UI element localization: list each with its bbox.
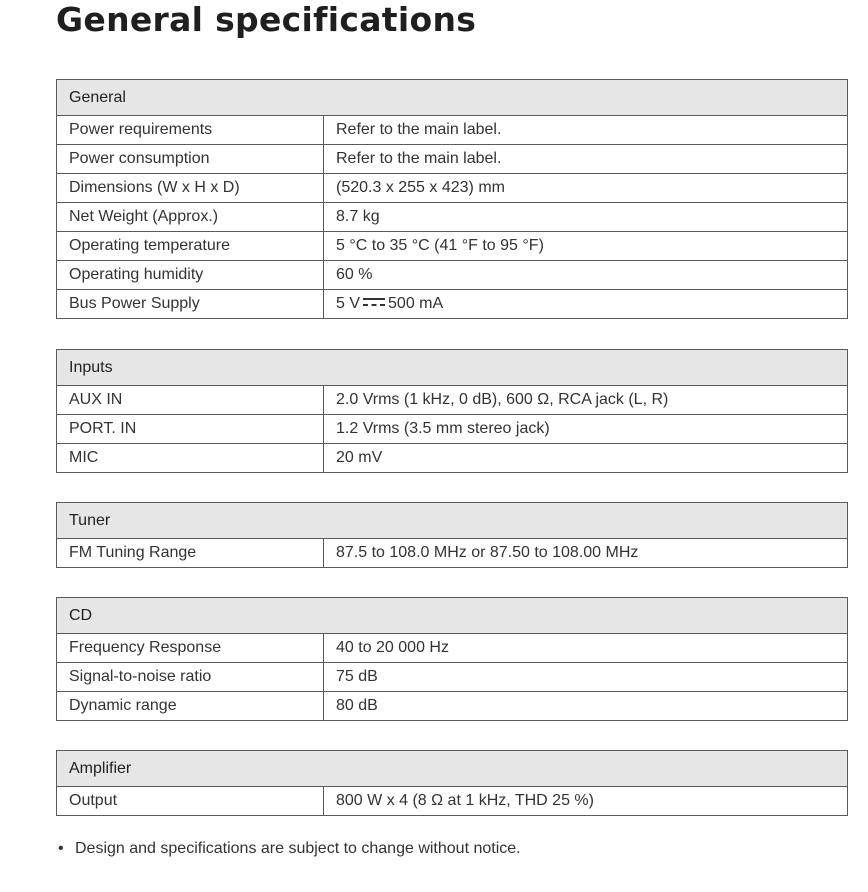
spec-label: Operating humidity: [57, 261, 324, 290]
spec-value: [324, 290, 848, 319]
spec-value: 2.0 Vrms (1 kHz, 0 dB), 600 Ω, RCA jack (L, R): [324, 386, 848, 415]
table-header-row: [57, 503, 848, 539]
spec-label: Frequency Response: [57, 634, 324, 663]
spec-label: FM Tuning Range: [57, 539, 324, 568]
amplifier-spec-table: [56, 750, 848, 816]
spec-label: Output: [57, 787, 324, 816]
section-header-amplifier: Amplifier: [57, 751, 848, 787]
spec-value: 5 °C to 35 °C (41 °F to 95 °F): [324, 232, 848, 261]
spec-value: 1.2 Vrms (3.5 mm stereo jack): [324, 415, 848, 444]
spec-value: 80 dB: [324, 692, 848, 721]
section-header-tuner: Tuner: [57, 503, 848, 539]
spec-value: 60 %: [324, 261, 848, 290]
table-row: [57, 444, 848, 473]
table-row: [57, 145, 848, 174]
table-row: [57, 663, 848, 692]
spec-value: 87.5 to 108.0 MHz or 87.50 to 108.00 MHz: [324, 539, 848, 568]
spec-label: Power consumption: [57, 145, 324, 174]
spec-value: Refer to the main label.: [324, 145, 848, 174]
spec-label: AUX IN: [57, 386, 324, 415]
table-row: [57, 386, 848, 415]
spec-label: PORT. IN: [57, 415, 324, 444]
bullet-point: •: [58, 840, 64, 857]
table-header-row: [57, 751, 848, 787]
spec-label: MIC: [57, 444, 324, 473]
table-row: [57, 692, 848, 721]
table-row: [57, 634, 848, 663]
dc-current-symbol-icon: [363, 298, 385, 307]
disclaimer-text: Design and specifications are subject to change without notice.: [75, 840, 521, 857]
table-row: [57, 290, 848, 319]
value-prefix: 5 V: [336, 295, 361, 312]
spec-value: 8.7 kg: [324, 203, 848, 232]
table-row: [57, 174, 848, 203]
spec-value: 20 mV: [324, 444, 848, 473]
table-row: [57, 203, 848, 232]
table-header-row: [57, 598, 848, 634]
spec-label: Power requirements: [57, 116, 324, 145]
value-suffix: 500 mA: [388, 295, 444, 312]
table-row: [57, 232, 848, 261]
section-header-cd: CD: [57, 598, 848, 634]
table-row: [57, 116, 848, 145]
section-header-general: General: [57, 80, 848, 116]
spec-label: Dimensions (W x H x D): [57, 174, 324, 203]
disclaimer-note: [58, 838, 521, 860]
inputs-spec-table: [56, 349, 848, 473]
spec-value: 75 dB: [324, 663, 848, 692]
table-row: [57, 261, 848, 290]
spec-value: 800 W x 4 (8 Ω at 1 kHz, THD 25 %): [324, 787, 848, 816]
table-row: [57, 415, 848, 444]
general-spec-table: [56, 79, 848, 319]
spec-value: 40 to 20 000 Hz: [324, 634, 848, 663]
table-row: [57, 539, 848, 568]
page-title: General specifications: [56, 0, 477, 39]
spec-label: Signal-to-noise ratio: [57, 663, 324, 692]
spec-value: Refer to the main label.: [324, 116, 848, 145]
cd-spec-table: [56, 597, 848, 721]
spec-label: Net Weight (Approx.): [57, 203, 324, 232]
spec-label: Dynamic range: [57, 692, 324, 721]
section-header-inputs: Inputs: [57, 350, 848, 386]
tuner-spec-table: [56, 502, 848, 568]
table-row: [57, 787, 848, 816]
spec-label: Operating temperature: [57, 232, 324, 261]
spec-label: Bus Power Supply: [57, 290, 324, 319]
table-header-row: [57, 80, 848, 116]
table-header-row: [57, 350, 848, 386]
spec-value: (520.3 x 255 x 423) mm: [324, 174, 848, 203]
